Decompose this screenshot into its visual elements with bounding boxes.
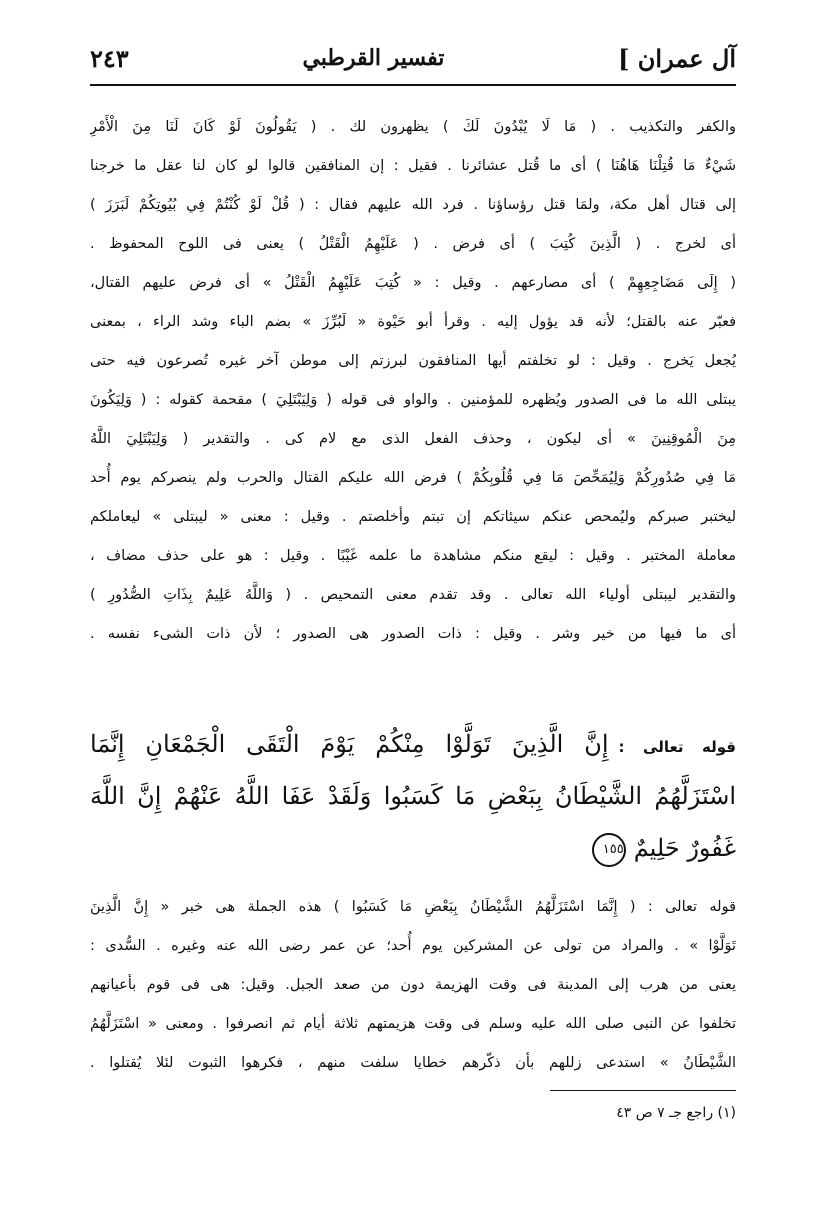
text-line: قوله تعالى : ( إِنَّمَا اسْتَزَلَّهُمُ الشَّيْطَانُ بِبَعْضِ مَا كَسَبُوا ) هذه الجملة هى خبر « إِنَّ الَّذِينَ bbox=[90, 899, 736, 915]
commentary-block-1 bbox=[90, 108, 736, 654]
text-line: أى لخرج . ( الَّذِينَ كُتِبَ ) أى فرض . ( عَلَيْهِمُ الْقَتْلُ ) يعنى فى اللوح المحفوظ . bbox=[90, 236, 736, 252]
text-line: الشَّيْطَانُ » استدعى زللهم بأن ذكّرهم خطايا سلفت منهم ، فكرهوا الثبوت لئلا يُقتلوا . bbox=[90, 1055, 736, 1071]
text-line: والكفر والتكذيب . ( مَا لَا يُبْدُونَ لَكَ ) يظهرون لك . ( يَقُولُونَ لَوْ كَانَ لَنَا مِنَ الْأَمْرِ bbox=[90, 119, 736, 135]
footnote-rule bbox=[550, 1090, 736, 1091]
verse-text: إِنَّ الَّذِينَ تَوَلَّوْا مِنْكُمْ يَوْمَ الْتَقَى الْجَمْعَانِ إِنَّمَا bbox=[90, 730, 609, 758]
verse-line bbox=[90, 718, 736, 770]
text-line: يعنى من هرب إلى المدينة فى وقت الهزيمة دون من صعد الجبل. وقيل: هى فى قوم بأعيانهم bbox=[90, 977, 736, 993]
footnote: (١) راجع جـ ٧ ص ٤٣ bbox=[616, 1105, 736, 1121]
page-number: ٢٤٣ bbox=[90, 43, 129, 73]
book-title: تفسير القرطبي bbox=[302, 45, 445, 71]
book-page bbox=[90, 28, 736, 1188]
text-line: مِنَ الْمُوقِنِينَ » أى ليكون ، وحذف الفعل الذى مع لام كى . والتقدير ( وَلِيَبْتَلِيَ اللَّهُ bbox=[90, 431, 736, 447]
surah-name: آل عمران ] bbox=[618, 43, 736, 73]
verse-line: اسْتَزَلَّهُمُ الشَّيْطَانُ بِبَعْضِ مَا كَسَبُوا وَلَقَدْ عَفَا اللَّهُ عَنْهُمْ إِنَّ اللَّهَ bbox=[90, 782, 736, 810]
text-line: تخلفوا عن النبى صلى الله عليه وسلم فى وقت هزيمتهم ثلاثة أيام ثم انصرفوا . ومعنى « اسْتَزَلَّهُمُ bbox=[90, 1016, 736, 1032]
quran-verse bbox=[90, 718, 736, 874]
verse-line bbox=[90, 822, 736, 874]
running-header bbox=[90, 36, 736, 80]
header-rule bbox=[90, 84, 736, 86]
text-line: والتقدير ليبتلى أولياء الله تعالى . وقد تقدم معنى التمحيص . ( وَاللَّهُ عَلِيمٌ بِذَاتِ الصُّدُورِ ) bbox=[90, 587, 736, 603]
text-line: فعبّر عنه بالقتل؛ لأنه قد يؤول إليه . وقرأ أبو حَيْوة « لَبُرِّزَ » بضم الباء وشد الراء ، بمعنى bbox=[90, 314, 736, 330]
text-line: مَا فِي صُدُورِكُمْ وَلِيُمَحِّصَ مَا فِي قُلُوبِكُمْ ) فرض الله عليكم القتال والحرب ولم ينصركم يوم أُحد bbox=[90, 470, 736, 486]
text-line: ( إِلَى مَضَاجِعِهِمْ ) أى مصارعهم . وقيل : « كُتِبَ عَلَيْهِمُ الْقَتْلُ » أى فرض عليهم القتال، bbox=[90, 275, 736, 291]
ayah-number-marker: ١٥٥ bbox=[592, 833, 626, 867]
text-line: إلى قتال أهل مكة، ولمَا قتل رؤساؤنا . فرد الله عليهم فقال : ( قُلْ لَوْ كُنْتُمْ فِي بُيُوتِكُمْ لَبَرَزَ ) bbox=[90, 197, 736, 213]
text-line: شَيْءٌ مَا قُتِلْنَا هَاهُنَا ) أى ما قُتل عشائرنا . فقيل : إن المنافقين قالوا لو كان لنا عقل ما خرجنا bbox=[90, 158, 736, 174]
text-line: يبتلى الله ما فى الصدور ويُظهره للمؤمنين . والواو فى قوله ( وَلِيَبْتَلِيَ ) مقحمة كقوله : ( وَلِيَكُونَ bbox=[90, 392, 736, 408]
text-line: ليختبر صبركم وليُمحص عنكم سيئاتكم إن تبتم وأخلصتم . وقيل : معنى « ليبتلى » ليعاملكم bbox=[90, 509, 736, 525]
text-line: معاملة المختبر . وقيل : ليقع منكم مشاهدة ما علمه غَيْبًا . وقيل : هو على حذف مضاف ، bbox=[90, 548, 736, 564]
text-line: يُجعل يَخرج . وقيل : لو تخلفتم أيها المنافقون لبرزتم إلى موطن آخر غيره تُصرعون فيه حتى bbox=[90, 353, 736, 369]
commentary-block-2 bbox=[90, 888, 736, 1083]
verse-intro: قوله تعالى : bbox=[618, 738, 736, 756]
verse-text: غَفُورٌ حَلِيمٌ bbox=[633, 834, 736, 862]
text-line: أى ما فيها من خير وشر . وقيل : ذات الصدور هى الصدور ؛ لأن ذات الشىء نفسه . bbox=[90, 626, 736, 642]
text-line: تَوَلَّوْا » . والمراد من تولى عن المشركين يوم أُحد؛ عن عمر رضى الله عنه وغيره . السُّدى : bbox=[90, 938, 736, 954]
